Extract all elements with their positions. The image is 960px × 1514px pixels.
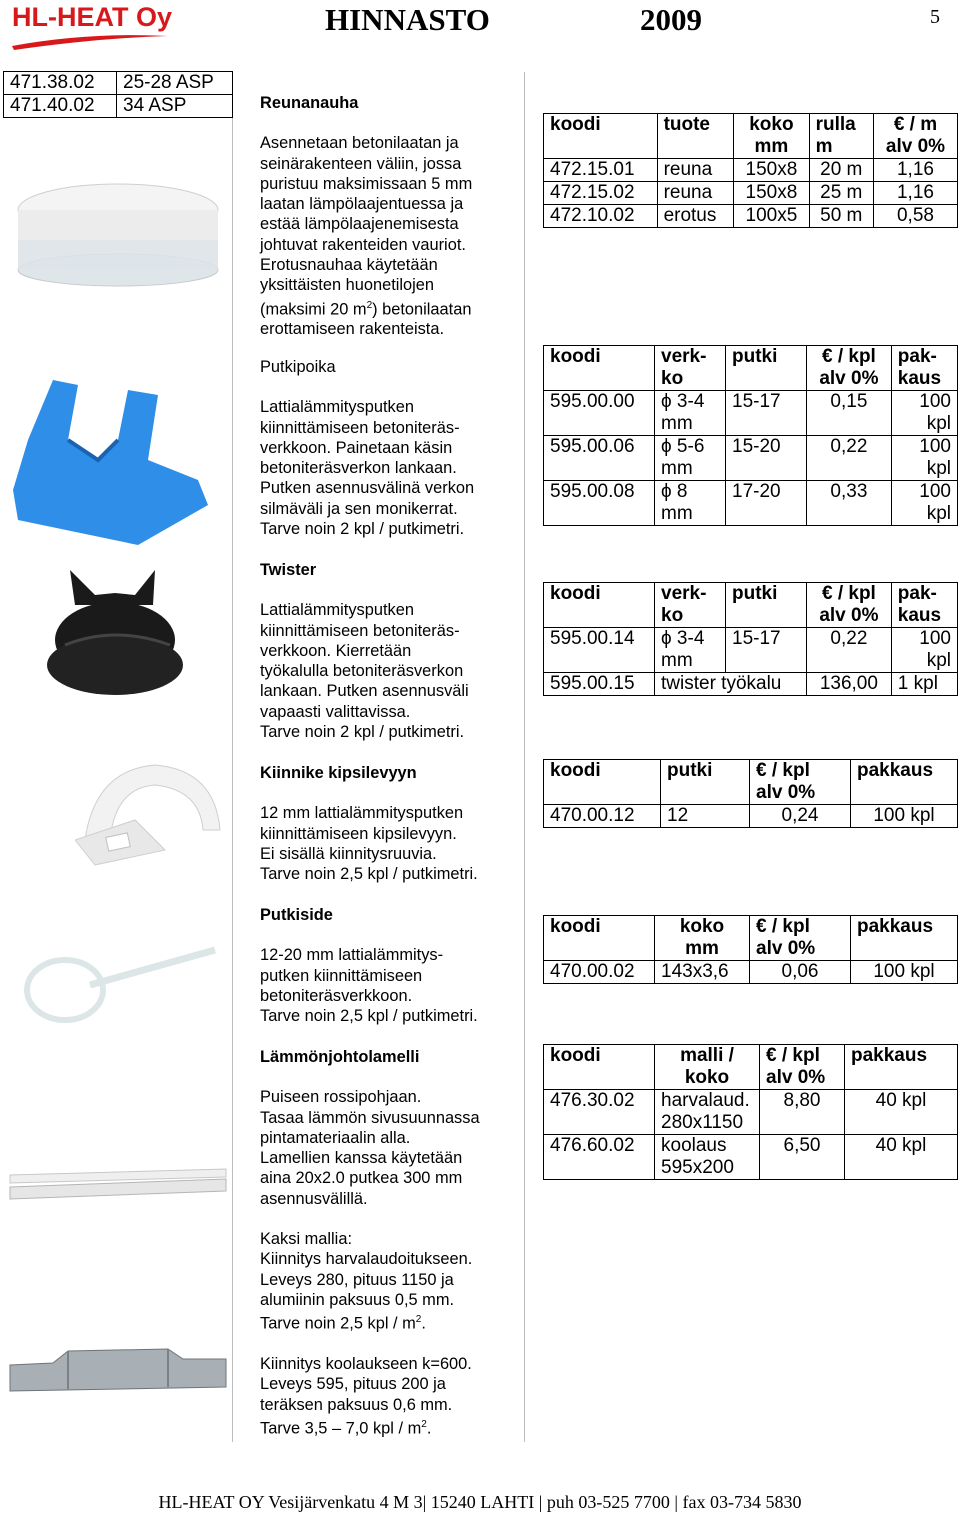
table-cell: 6,50: [760, 1135, 845, 1180]
column-divider-left: [232, 72, 233, 1442]
section-text-line: [260, 1415, 522, 1439]
price-table-putkiside: [543, 915, 958, 984]
table-header-row: [544, 916, 958, 961]
column-header: koodi: [544, 583, 655, 628]
section-reunanauha: [260, 93, 522, 340]
column-header: pak- kaus: [891, 346, 957, 391]
table-header-row: [544, 760, 958, 805]
table-row: [544, 805, 958, 828]
superscript: 2: [415, 1314, 422, 1326]
price-table-lamelli: [543, 1044, 958, 1180]
table-cell: 40 kpl: [845, 1135, 958, 1180]
column-header: € / kpl alv 0%: [750, 916, 851, 961]
table-header-row: [544, 114, 958, 159]
table-row: [4, 72, 233, 95]
table-row: [544, 1135, 958, 1180]
price-table-reunanauha: [543, 113, 958, 228]
table-cell: 15-20: [726, 436, 807, 481]
table-cell: 471.40.02: [4, 95, 117, 118]
table-cell: 0,06: [750, 961, 851, 984]
table-row: [544, 961, 958, 984]
column-header: koodi: [544, 916, 655, 961]
price-table-putkipoika: [543, 345, 958, 526]
table-cell: 470.00.12: [544, 805, 661, 828]
section-text: 12 mm lattialämmitysputken kiinnittämiseen kipsilevyyn. Ei sisällä kiinnitysruuvia. Tarve noin 2,5 kpl / putkimetri.: [260, 804, 478, 884]
table-cell: ϕ 5-6 mm: [655, 436, 726, 481]
table-cell: erotus: [657, 205, 734, 228]
table-header-row: [544, 583, 958, 628]
column-header: € / m alv 0%: [873, 114, 957, 159]
table-cell: 472.10.02: [544, 205, 658, 228]
table-cell: 595.00.14: [544, 628, 655, 673]
table-cell: 100 kpl: [891, 628, 957, 673]
text-fragment: .: [426, 1419, 432, 1438]
table-cell: 100 kpl: [891, 436, 957, 481]
pipe-clip-blue-image: [8, 370, 218, 550]
column-header: pakkaus: [851, 916, 958, 961]
section-twister: [260, 560, 522, 742]
table-cell: 136,00: [807, 673, 892, 696]
table-row: [544, 436, 958, 481]
table-cell: 595.00.08: [544, 481, 655, 526]
table-cell: 0,24: [750, 805, 851, 828]
column-header: putki: [661, 760, 750, 805]
table-cell: twister työkalu: [655, 673, 807, 696]
price-table-twister: [543, 582, 958, 696]
table-cell: 8,80: [760, 1090, 845, 1135]
table-cell: 470.00.02: [544, 961, 655, 984]
page-title: HINNASTO: [325, 2, 490, 37]
section-text-line: [260, 1310, 522, 1334]
table-cell: 0,33: [807, 481, 892, 526]
table-cell: 595.00.00: [544, 391, 655, 436]
table-cell: ϕ 3-4 mm: [655, 628, 726, 673]
table-cell: 15-17: [726, 628, 807, 673]
table-cell: ϕ 8 mm: [655, 481, 726, 526]
section-putkipoika: [260, 357, 522, 539]
page-year: 2009: [640, 2, 702, 37]
column-header: rulla m: [809, 114, 873, 159]
column-header: pakkaus: [851, 760, 958, 805]
table-header-row: [544, 346, 958, 391]
column-header: malli / koko: [655, 1045, 760, 1090]
column-header: € / kpl alv 0%: [760, 1045, 845, 1090]
table-cell: 12: [661, 805, 750, 828]
section-text: 12-20 mm lattialämmitys- putken kiinnittämiseen betoniteräsverkkoon. Tarve noin 2,5 kpl / putkimetri.: [260, 946, 478, 1026]
table-cell: 100 kpl: [891, 391, 957, 436]
section-text: Kiinnitys koolaukseen k=600. Leveys 595, pituus 200 ja teräksen paksuus 0,6 mm.: [260, 1355, 472, 1414]
table-cell: 472.15.02: [544, 182, 658, 205]
table-cell: 0,15: [807, 391, 892, 436]
table-cell: 17-20: [726, 481, 807, 526]
table-cell: 143x3,6: [655, 961, 750, 984]
table-row: [544, 391, 958, 436]
superscript: 2: [366, 299, 373, 311]
table-row: [544, 205, 958, 228]
table-cell: 595.00.06: [544, 436, 655, 481]
table-cell: 100 kpl: [891, 481, 957, 526]
table-header-row: [544, 1045, 958, 1090]
table-cell: 50 m: [809, 205, 873, 228]
table-cell: 15-17: [726, 391, 807, 436]
superscript: 2: [421, 1418, 427, 1430]
text-fragment: Tarve 3,5 – 7,0 kpl / m: [260, 1419, 422, 1438]
column-header: koko mm: [655, 916, 750, 961]
price-table-kiinnike: [543, 759, 958, 828]
section-putkiside: [260, 905, 522, 1026]
table-row: [544, 182, 958, 205]
text-fragment: (maksimi 20 m: [260, 300, 367, 319]
page-number: 5: [930, 6, 940, 28]
column-header: koodi: [544, 114, 658, 159]
table-cell: 100x5: [734, 205, 809, 228]
column-header: koodi: [544, 1045, 655, 1090]
column-header: tuote: [657, 114, 734, 159]
section-text: Kaksi mallia: Kiinnitys harvalaudoitukseen. Leveys 280, pituus 1150 ja alumiinin paksuus 0,5 mm.: [260, 1230, 473, 1309]
twister-clip-image: [45, 565, 205, 715]
column-header: pakkaus: [845, 1045, 958, 1090]
column-header: verk- ko: [655, 346, 726, 391]
table-cell: 1,16: [873, 159, 957, 182]
company-logo: [8, 2, 173, 50]
table-row: [544, 628, 958, 673]
table-cell: 476.30.02: [544, 1090, 655, 1135]
table-cell: harvalaud. 280x1150: [655, 1090, 760, 1135]
table-cell: 25 m: [809, 182, 873, 205]
page-footer: HL-HEAT OY Vesijärvenkatu 4 M 3| 15240 LAHTI | puh 03-525 7700 | fax 03-734 5830: [158, 1492, 802, 1512]
table-cell: 595.00.15: [544, 673, 655, 696]
heat-plate-wood-image: [8, 1165, 228, 1205]
text-fragment: Tarve noin 2,5 kpl / m: [260, 1314, 416, 1333]
section-text-line: [260, 296, 522, 320]
table-cell: 100 kpl: [851, 805, 958, 828]
table-cell: 0,22: [807, 436, 892, 481]
section-title: Putkipoika: [260, 358, 336, 376]
column-header: koodi: [544, 346, 655, 391]
table-cell: reuna: [657, 159, 734, 182]
table-cell: 472.15.01: [544, 159, 658, 182]
table-cell: 40 kpl: [845, 1090, 958, 1135]
column-header: pak- kaus: [891, 583, 957, 628]
table-cell: 0,22: [807, 628, 892, 673]
column-header: € / kpl alv 0%: [807, 583, 892, 628]
column-header: € / kpl alv 0%: [807, 346, 892, 391]
section-kiinnike: [260, 763, 522, 884]
table-cell: 476.60.02: [544, 1135, 655, 1180]
table-cell: 1,16: [873, 182, 957, 205]
table-cell: koolaus 595x200: [655, 1135, 760, 1180]
section-title: Reunanauha: [260, 94, 359, 112]
column-header: putki: [726, 346, 807, 391]
edge-strip-roll-image: [8, 180, 228, 290]
section-title: Lämmönjohtolamelli: [260, 1048, 420, 1066]
table-cell: 471.38.02: [4, 72, 117, 95]
table-cell: 1 kpl: [891, 673, 957, 696]
table-cell: reuna: [657, 182, 734, 205]
table-cell: 150x8: [734, 159, 809, 182]
text-fragment: ) betonilaatan: [372, 300, 472, 319]
table-cell: 20 m: [809, 159, 873, 182]
column-header: putki: [726, 583, 807, 628]
section-text: Lattialämmitysputken kiinnittämiseen betoniteräs- verkkoon. Painetaan käsin betoniteräsverkon lankaan. Putken asennusvälinä verkon silmäväli ja sen monikerrat. Tarve noin 2 kpl / putkimetri.: [260, 398, 475, 539]
column-header: koodi: [544, 760, 661, 805]
section-text: erottamiseen rakenteista.: [260, 320, 445, 339]
column-header: verk- ko: [655, 583, 726, 628]
table-row: [544, 673, 958, 696]
table-cell: ϕ 3-4 mm: [655, 391, 726, 436]
table-cell: 34 ASP: [117, 95, 233, 118]
table-row: [544, 481, 958, 526]
column-header: koko mm: [734, 114, 809, 159]
section-title: Twister: [260, 561, 317, 579]
section-text: Lattialämmitysputken kiinnittämiseen betoniteräs- verkkoon. Kierretään työkalulla betoniteräsverkon lankaan. Putken asennusväli vapaasti valittavissa. Tarve noin 2 kpl / putkimetri.: [260, 601, 469, 742]
section-lamelli: [260, 1047, 522, 1439]
cable-tie-image: [20, 945, 220, 1035]
table-cell: 0,58: [873, 205, 957, 228]
table-row: [4, 95, 233, 118]
heat-plate-steel-image: [8, 1345, 228, 1405]
text-fragment: .: [421, 1314, 426, 1333]
table-cell: 100 kpl: [851, 961, 958, 984]
table-cell: 25-28 ASP: [117, 72, 233, 95]
plasterboard-clip-image: [75, 760, 225, 870]
section-title: Kiinnike kipsilevyyn: [260, 764, 417, 782]
section-text: Asennetaan betonilaatan ja seinärakenteen väliin, jossa puristuu maksimissaan 5 mm laatan lämpölaajentuessa ja estää lämpölaajenemisesta johtuvat rakenteiden vauriot. Erotusnauhaa käytetään yksittäisten huonetilojen: [260, 134, 473, 295]
top-code-table: [3, 71, 233, 118]
table-cell: 150x8: [734, 182, 809, 205]
table-row: [544, 1090, 958, 1135]
section-text: Puiseen rossipohjaan. Tasaa lämmön sivusuunnassa pintamateriaalin alla. Lamellien kanssa käytetään aina 20x2.0 putkea 300 mm asennusvälillä.: [260, 1088, 480, 1208]
section-title: Putkiside: [260, 906, 333, 924]
column-header: € / kpl alv 0%: [750, 760, 851, 805]
column-divider-right: [524, 72, 525, 1442]
table-row: [544, 159, 958, 182]
logo-text: HL-HEAT Oy: [12, 2, 172, 32]
